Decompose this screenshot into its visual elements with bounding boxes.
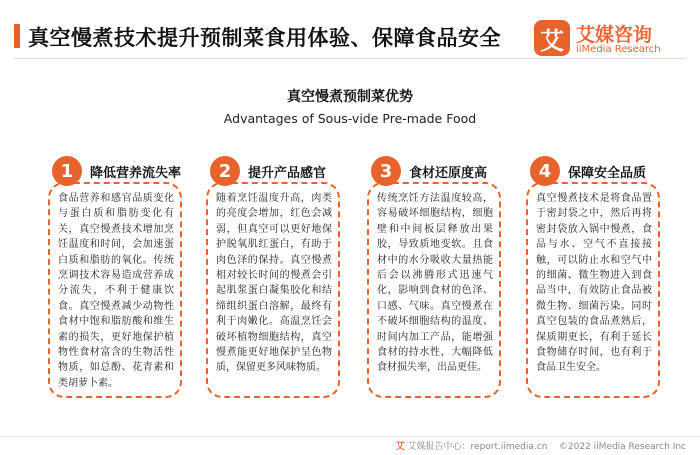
logo-name-cn: 艾媒咨询 [576,24,653,46]
footer-divider [0,436,700,437]
footer-logo-icon: 艾 [395,442,405,452]
card-title: 保障安全品质 [568,166,647,181]
card-title: 降低营养流失率 [90,166,182,181]
card-text: 真空慢煮技术是将食品置于密封袋之中，然后再将密封袋放入锅中慢煮，食品与水、空气不直接接触，可以防止水和空气中的细菌、微生物进入到食品当中，有效防止食品被微生物、细菌污染。同时真空包装的食品煮熟后，保质期更长，有利于延长食物储存时间，也有利于食品卫生安全。 [526,182,660,398]
card-text: 传统烹饪方法温度较高，容易破坏细胞结构，细胞壁和中间板层释放出果胶，导致质地变软。且食材中的水分吸收大量热能后会以沸腾形式迅速气化，影响到食材的色泽、口感、气味。真空慢煮在不破坏细胞结构的温度、时间内加工产品，能增强食材的持水性，大幅降低食材损失率，出品更佳。 [367,182,501,398]
footer-source: 艾媒报告中心：report.iimedia.cn [407,442,548,452]
page-title: 真空慢煮技术提升预制菜食用体验、保障食品安全 [28,26,501,50]
footer-copyright: ©2022 iiMedia Research Inc [558,442,686,452]
card-number-badge: 4 [530,156,560,186]
advantage-card [206,152,340,374]
section-title-cn: 真空慢煮预制菜优势 [287,89,413,105]
card-number-badge: 1 [52,156,82,186]
section-title-en: Advantages of Sous-vide Pre-made Food [223,111,477,126]
card-title: 提升产品感官 [248,166,327,181]
advantage-card [367,152,501,374]
card-number-badge: 3 [371,156,401,186]
card-title: 食材还原度高 [409,166,488,181]
card-number-badge: 2 [210,156,240,186]
brand-logo [534,20,684,60]
logo-icon: 艾 [534,20,570,56]
title-accent-bar [14,24,20,48]
header-divider [14,58,686,59]
advantage-card [526,152,660,374]
footer [396,439,686,452]
card-text: 食品营养和感官品质变化与蛋白质和脂肪变化有关，真空慢煮技术增加烹饪温度和时间，会加速蛋白质和脂肪的氧化。传统烹调技术容易造成营养成分流失，不利于健康饮食。真空慢煮减少动物性食材中饱和脂肪酸和维生素的损失，更好地保护植物性食材富含的生物活性物质，如总酚、花青素和类胡萝卜素。 [48,182,182,398]
card-text: 随着烹饪温度升高，肉类的亮度会增加，红色会减弱，但真空可以更好地保护脱氧肌红蛋白，有助于肉色泽的保持。真空慢煮相对较长时间的慢煮会引起肌浆蛋白凝集胶化和结缔组织蛋白溶解，最终有利于肉嫩化。高温烹饪会破坏植物细胞结构，真空慢煮能更好地保护呈色物质，保留更多风味物质。 [206,182,340,398]
header [0,12,700,58]
advantage-card [48,152,182,389]
logo-name-en: iiMedia Research [576,44,661,55]
